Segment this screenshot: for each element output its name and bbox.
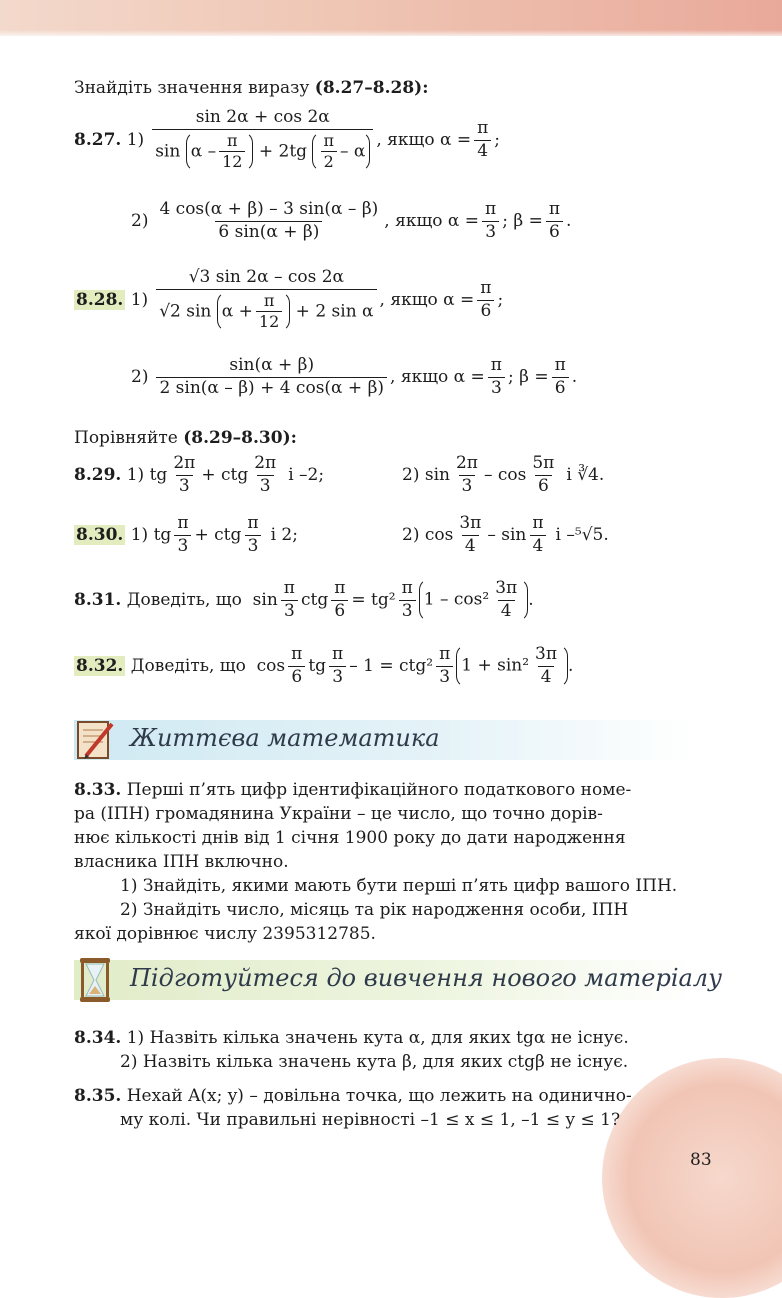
intro-text: Знайдіть значення виразу (74, 78, 310, 98)
top-decorative-band (0, 0, 782, 36)
exercise-8-30-part2: 2) cos $\frac{3\pi}{4}$ – sin $\frac{\pi}{4}$ і –⁵√5. (402, 513, 609, 556)
item-label: 2) (131, 211, 149, 232)
page-number: 83 (690, 1150, 712, 1170)
intro-ref: (8.27–8.28): (314, 78, 429, 98)
numerator: sin 2α + cos 2α (195, 107, 330, 127)
banner-title: Життєва математика (130, 724, 440, 752)
denominator: √2 sin α + $\frac{\pi}{12}$ + 2 sin α (156, 289, 376, 333)
notebook-pencil-icon (74, 716, 118, 764)
main-fraction (156, 200, 381, 242)
exercise-8-31: 8.31. Доведіть, що sin $\frac{\pi}{3}$ ctg $\frac{\pi}{6}$ = tg² $\frac{\pi}{3}$ 1 – cos² $\frac{3\pi}{4}$ . (74, 578, 534, 621)
main-fraction (152, 108, 373, 172)
intro-heading-1 (74, 76, 714, 100)
exercise-8-29-part2: 2) sin $\frac{2\pi}{3}$ – cos $\frac{5\pi}{6}$ і ∛4. (402, 453, 605, 496)
exercise-8-33: 8.33. Перші п’ять цифр ідентифікаційного податкового номе- ра (ІПН) громадянина України – це число, що точно дорів- нює кількості днів від 1 січня 1900 року до дати народження власника ІПН включно. 1) Знайдіть, якими мають бути перші п’ять цифр вашого ІПН. 2) Знайдіть число, місяць та рік народження особи, ІПН якої дорівнює числу 2395312785. (74, 780, 678, 944)
section-banner-prepare (74, 960, 723, 1000)
item-label: 1) (126, 130, 145, 151)
main-fraction (156, 268, 376, 332)
denominator: 6 sin(α + β) (215, 221, 322, 243)
numerator: 4 cos(α + β) – 3 sin(α – β) (159, 199, 379, 219)
intro-heading-2: Порівняйте (8.29–8.30): (74, 428, 297, 448)
exercise-8-29: 8.29. 1) tg $\frac{2\pi}{3}$ + ctg $\frac{2\pi}{3}$ і –2; (74, 453, 325, 496)
alpha-value: $\frac{\pi}{4}$ (474, 119, 491, 161)
exercise-8-28-2: 2) $\frac{\sin(\alpha + \beta)}{2 \sin(\alpha - \beta) + 4 \cos(\alpha + \beta)}$ , якщо α = $\frac{\pi}{3}$ ; β = $\frac{\pi}{6}$ . (131, 355, 578, 398)
banner-title: Підготуйтеся до вивчення нового матеріалу (130, 964, 723, 992)
numerator: √3 sin 2α – cos 2α (188, 267, 345, 287)
exercise-8-30: 8.30. 1) tg $\frac{\pi}{3}$ + ctg $\frac{\pi}{3}$ і 2; (76, 513, 298, 556)
exercise-8-27-2: 2) $\frac{4 \cos(\alpha + \beta) - 3 \sin(\alpha - \beta)}{6 \sin(\alpha + \beta)}$ , якщо α = $\frac{\pi}{3}$ ; β = $\frac{\pi}{6}$ . (131, 199, 572, 242)
exercise-8-34: 8.34. 1) Назвіть кілька значень кута α, для яких tgα не існує. 2) Назвіть кілька значень кута β, для яких ctgβ не існує. (74, 1028, 629, 1072)
condition: , якщо α = (376, 130, 472, 151)
hourglass-icon (74, 956, 118, 1004)
exercise-8-27-1: 8.27. 1) sin 2α + cos 2α sin α – $\frac{\pi}{12}$ + 2tg $\frac{\pi}{2}$ – α , якщо α = $\frac{\pi}{4}$ ; (74, 107, 501, 171)
exercise-8-35: 8.35. Нехай A(x; y) – довільна точка, що лежить на одинично- му колі. Чи правильні нерівності –1 ≤ x ≤ 1, –1 ≤ y ≤ 1? (74, 1086, 632, 1130)
exercise-number: 8.28. (76, 290, 124, 311)
exercise-8-32: 8.32. Доведіть, що cos $\frac{\pi}{6}$ tg $\frac{\pi}{3}$ – 1 = ctg² $\frac{\pi}{3}$ 1 + sin² $\frac{3\pi}{4}$ . (76, 644, 574, 687)
section-banner-life-math (74, 720, 694, 760)
denominator: sin α – $\frac{\pi}{12}$ + 2tg $\frac{\pi}{2}$ – α (152, 129, 373, 173)
exercise-8-28-1: 8.28. 1) √3 sin 2α – cos 2α √2 sin α + $\frac{\pi}{12}$ + 2 sin α , якщо α = $\frac{\pi}{6}$ ; (76, 267, 504, 331)
exercise-number: 8.27. (74, 130, 122, 151)
